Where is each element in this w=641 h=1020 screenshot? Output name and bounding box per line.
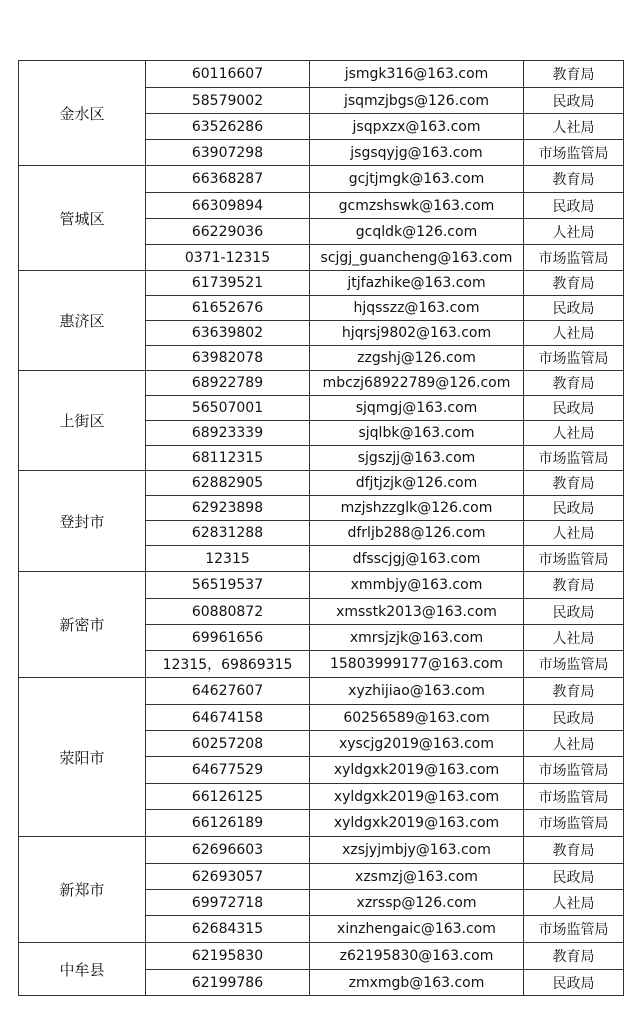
phone-cell: 66126125	[146, 784, 310, 810]
phone-cell: 69972718	[146, 890, 310, 916]
department-cell: 教育局	[524, 371, 624, 396]
email-cell: scjgj_guancheng@163.com	[310, 245, 524, 271]
email-cell: mzjshzzglk@126.com	[310, 496, 524, 521]
department-cell: 市场监管局	[524, 916, 624, 943]
department-cell: 人社局	[524, 731, 624, 757]
phone-cell: 60257208	[146, 731, 310, 757]
department-cell: 教育局	[524, 271, 624, 296]
table-body	[19, 61, 624, 996]
email-cell: jsgsqyjg@163.com	[310, 140, 524, 166]
district-cell: 管城区	[19, 166, 146, 271]
email-cell: jsqmzjbgs@126.com	[310, 88, 524, 114]
email-cell: xmsstk2013@163.com	[310, 599, 524, 625]
table-row	[19, 572, 624, 599]
phone-cell: 64627607	[146, 678, 310, 705]
department-cell: 市场监管局	[524, 757, 624, 784]
phone-cell: 61739521	[146, 271, 310, 296]
department-cell: 民政局	[524, 864, 624, 890]
phone-cell: 63982078	[146, 346, 310, 371]
email-cell: jtjfazhike@163.com	[310, 271, 524, 296]
department-cell: 市场监管局	[524, 446, 624, 471]
phone-cell: 58579002	[146, 88, 310, 114]
email-cell: xyldgxk2019@163.com	[310, 757, 524, 784]
contact-table	[18, 60, 624, 996]
department-cell: 民政局	[524, 705, 624, 731]
department-cell: 教育局	[524, 471, 624, 496]
email-cell: gcqldk@126.com	[310, 219, 524, 245]
phone-cell: 12315	[146, 546, 310, 572]
email-cell: mbczj68922789@126.com	[310, 371, 524, 396]
email-cell: 15803999177@163.com	[310, 651, 524, 678]
department-cell: 人社局	[524, 625, 624, 651]
district-cell: 新郑市	[19, 837, 146, 943]
phone-cell: 62684315	[146, 916, 310, 943]
phone-cell: 66309894	[146, 193, 310, 219]
email-cell: xmmbjy@163.com	[310, 572, 524, 599]
phone-cell: 62195830	[146, 943, 310, 970]
phone-cell: 64674158	[146, 705, 310, 731]
phone-cell: 63639802	[146, 321, 310, 346]
phone-cell: 66126189	[146, 810, 310, 837]
table-row	[19, 271, 624, 296]
email-cell: 60256589@163.com	[310, 705, 524, 731]
email-cell: dfsscjgj@163.com	[310, 546, 524, 572]
email-cell: xyscjg2019@163.com	[310, 731, 524, 757]
department-cell: 教育局	[524, 837, 624, 864]
district-cell: 上街区	[19, 371, 146, 471]
department-cell: 民政局	[524, 396, 624, 421]
email-cell: gcmzshswk@163.com	[310, 193, 524, 219]
department-cell: 民政局	[524, 296, 624, 321]
phone-cell: 60116607	[146, 61, 310, 88]
phone-cell: 68923339	[146, 421, 310, 446]
department-cell: 人社局	[524, 114, 624, 140]
phone-cell: 66229036	[146, 219, 310, 245]
email-cell: zmxmgb@163.com	[310, 970, 524, 996]
phone-cell: 62923898	[146, 496, 310, 521]
department-cell: 人社局	[524, 321, 624, 346]
department-cell: 市场监管局	[524, 140, 624, 166]
email-cell: sjqlbk@163.com	[310, 421, 524, 446]
department-cell: 教育局	[524, 943, 624, 970]
department-cell: 民政局	[524, 496, 624, 521]
department-cell: 民政局	[524, 599, 624, 625]
department-cell: 市场监管局	[524, 810, 624, 837]
table-row	[19, 943, 624, 970]
email-cell: jsmgk316@163.com	[310, 61, 524, 88]
email-cell: xzrssp@126.com	[310, 890, 524, 916]
email-cell: xyldgxk2019@163.com	[310, 810, 524, 837]
phone-cell: 64677529	[146, 757, 310, 784]
phone-cell: 63526286	[146, 114, 310, 140]
department-cell: 人社局	[524, 219, 624, 245]
table-row	[19, 61, 624, 88]
email-cell: zzgshj@126.com	[310, 346, 524, 371]
email-cell: dfrljb288@126.com	[310, 521, 524, 546]
department-cell: 民政局	[524, 970, 624, 996]
table-row	[19, 678, 624, 705]
phone-cell: 68112315	[146, 446, 310, 471]
phone-cell: 69961656	[146, 625, 310, 651]
district-cell: 登封市	[19, 471, 146, 572]
email-cell: dfjtjzjk@126.com	[310, 471, 524, 496]
department-cell: 市场监管局	[524, 651, 624, 678]
email-cell: sjgszjj@163.com	[310, 446, 524, 471]
department-cell: 教育局	[524, 678, 624, 705]
department-cell: 教育局	[524, 572, 624, 599]
phone-cell: 56507001	[146, 396, 310, 421]
district-cell: 新密市	[19, 572, 146, 678]
phone-cell: 61652676	[146, 296, 310, 321]
email-cell: xinzhengaic@163.com	[310, 916, 524, 943]
department-cell: 人社局	[524, 521, 624, 546]
email-cell: hjqrsj9802@163.com	[310, 321, 524, 346]
district-cell: 惠济区	[19, 271, 146, 371]
email-cell: sjqmgj@163.com	[310, 396, 524, 421]
department-cell: 市场监管局	[524, 546, 624, 572]
phone-cell: 56519537	[146, 572, 310, 599]
email-cell: xzsjyjmbjy@163.com	[310, 837, 524, 864]
phone-cell: 62693057	[146, 864, 310, 890]
email-cell: xzsmzj@163.com	[310, 864, 524, 890]
phone-cell: 0371-12315	[146, 245, 310, 271]
district-cell: 金水区	[19, 61, 146, 166]
table-row	[19, 371, 624, 396]
department-cell: 市场监管局	[524, 346, 624, 371]
table-row	[19, 837, 624, 864]
department-cell: 人社局	[524, 890, 624, 916]
email-cell: gcjtjmgk@163.com	[310, 166, 524, 193]
department-cell: 市场监管局	[524, 245, 624, 271]
department-cell: 民政局	[524, 88, 624, 114]
phone-cell: 62696603	[146, 837, 310, 864]
phone-cell: 62882905	[146, 471, 310, 496]
department-cell: 教育局	[524, 61, 624, 88]
district-cell: 荥阳市	[19, 678, 146, 837]
phone-cell: 62199786	[146, 970, 310, 996]
email-cell: z62195830@163.com	[310, 943, 524, 970]
department-cell: 教育局	[524, 166, 624, 193]
department-cell: 市场监管局	[524, 784, 624, 810]
email-cell: xyzhijiao@163.com	[310, 678, 524, 705]
department-cell: 民政局	[524, 193, 624, 219]
phone-cell: 60880872	[146, 599, 310, 625]
email-cell: xmrsjzjk@163.com	[310, 625, 524, 651]
table-row	[19, 166, 624, 193]
phone-cell: 62831288	[146, 521, 310, 546]
district-cell: 中牟县	[19, 943, 146, 996]
table-row	[19, 471, 624, 496]
email-cell: xyldgxk2019@163.com	[310, 784, 524, 810]
email-cell: hjqsszz@163.com	[310, 296, 524, 321]
email-cell: jsqpxzx@163.com	[310, 114, 524, 140]
phone-cell: 63907298	[146, 140, 310, 166]
department-cell: 人社局	[524, 421, 624, 446]
phone-cell: 66368287	[146, 166, 310, 193]
phone-cell: 12315，69869315	[146, 651, 310, 678]
phone-cell: 68922789	[146, 371, 310, 396]
